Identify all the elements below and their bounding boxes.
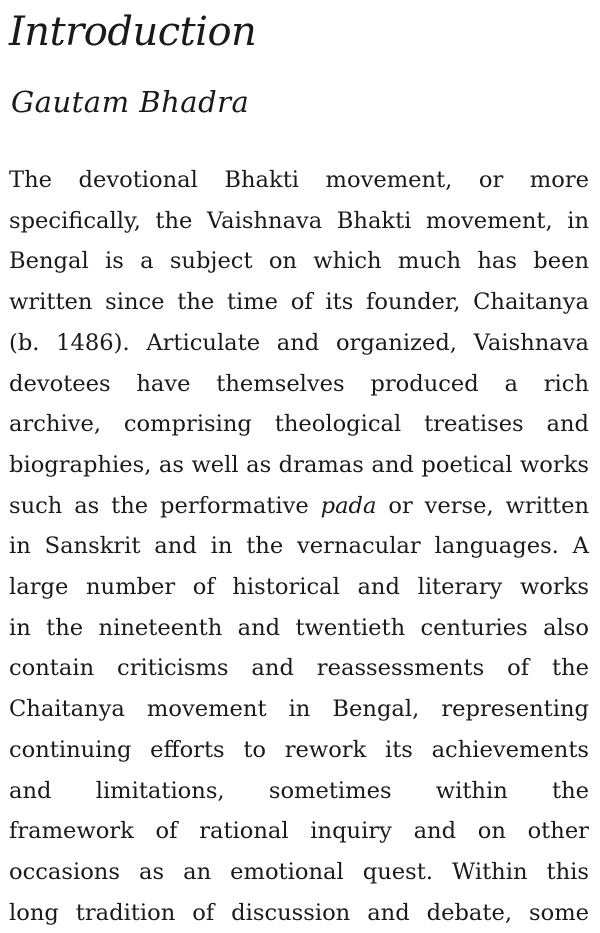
text-line: and limitations, sometimes within the bbox=[9, 777, 589, 804]
text-line: contain criticisms and reassessments of the bbox=[9, 655, 589, 682]
document-page bbox=[9, 0, 589, 926]
text-line: biographies, as well as dramas and poetical works bbox=[9, 451, 589, 478]
text-line: The devotional Bhakti movement, or more bbox=[9, 167, 589, 193]
text-line: in Sanskrit and in the vernacular languages. A bbox=[9, 533, 589, 560]
text-line: (b. 1486). Articulate and organized, Vaishnava bbox=[9, 329, 589, 356]
author-name: Gautam Bhadra bbox=[11, 85, 250, 119]
text-line: Bengal is a subject on which much has been bbox=[9, 248, 589, 275]
body-paragraph bbox=[9, 160, 589, 933]
text-line: archive, comprising theological treatises and bbox=[9, 411, 589, 438]
italic-term: pada bbox=[320, 492, 377, 519]
text-segment: such as the performative bbox=[9, 492, 321, 519]
text-line: in the nineteenth and twentieth centuries also bbox=[9, 614, 589, 641]
text-line: continuing efforts to rework its achievements bbox=[9, 736, 589, 763]
text-line: framework of rational inquiry and on other bbox=[9, 818, 589, 845]
text-line: occasions as an emotional quest. Within this bbox=[9, 858, 589, 885]
text-line: specifically, the Vaishnava Bhakti movement, in bbox=[9, 207, 589, 234]
text-line: devotees have themselves produced a rich bbox=[9, 370, 589, 397]
text-line: Chaitanya movement in Bengal, representing bbox=[9, 696, 589, 723]
text-line: large number of historical and literary works bbox=[9, 574, 589, 601]
text-line: written since the time of its founder, Chaitanya bbox=[9, 289, 589, 316]
text-line bbox=[9, 486, 589, 527]
text-line: long tradition of discussion and debate, some bbox=[9, 899, 589, 926]
text-segment: or verse, written bbox=[376, 492, 589, 519]
chapter-title: Introduction bbox=[9, 9, 257, 55]
